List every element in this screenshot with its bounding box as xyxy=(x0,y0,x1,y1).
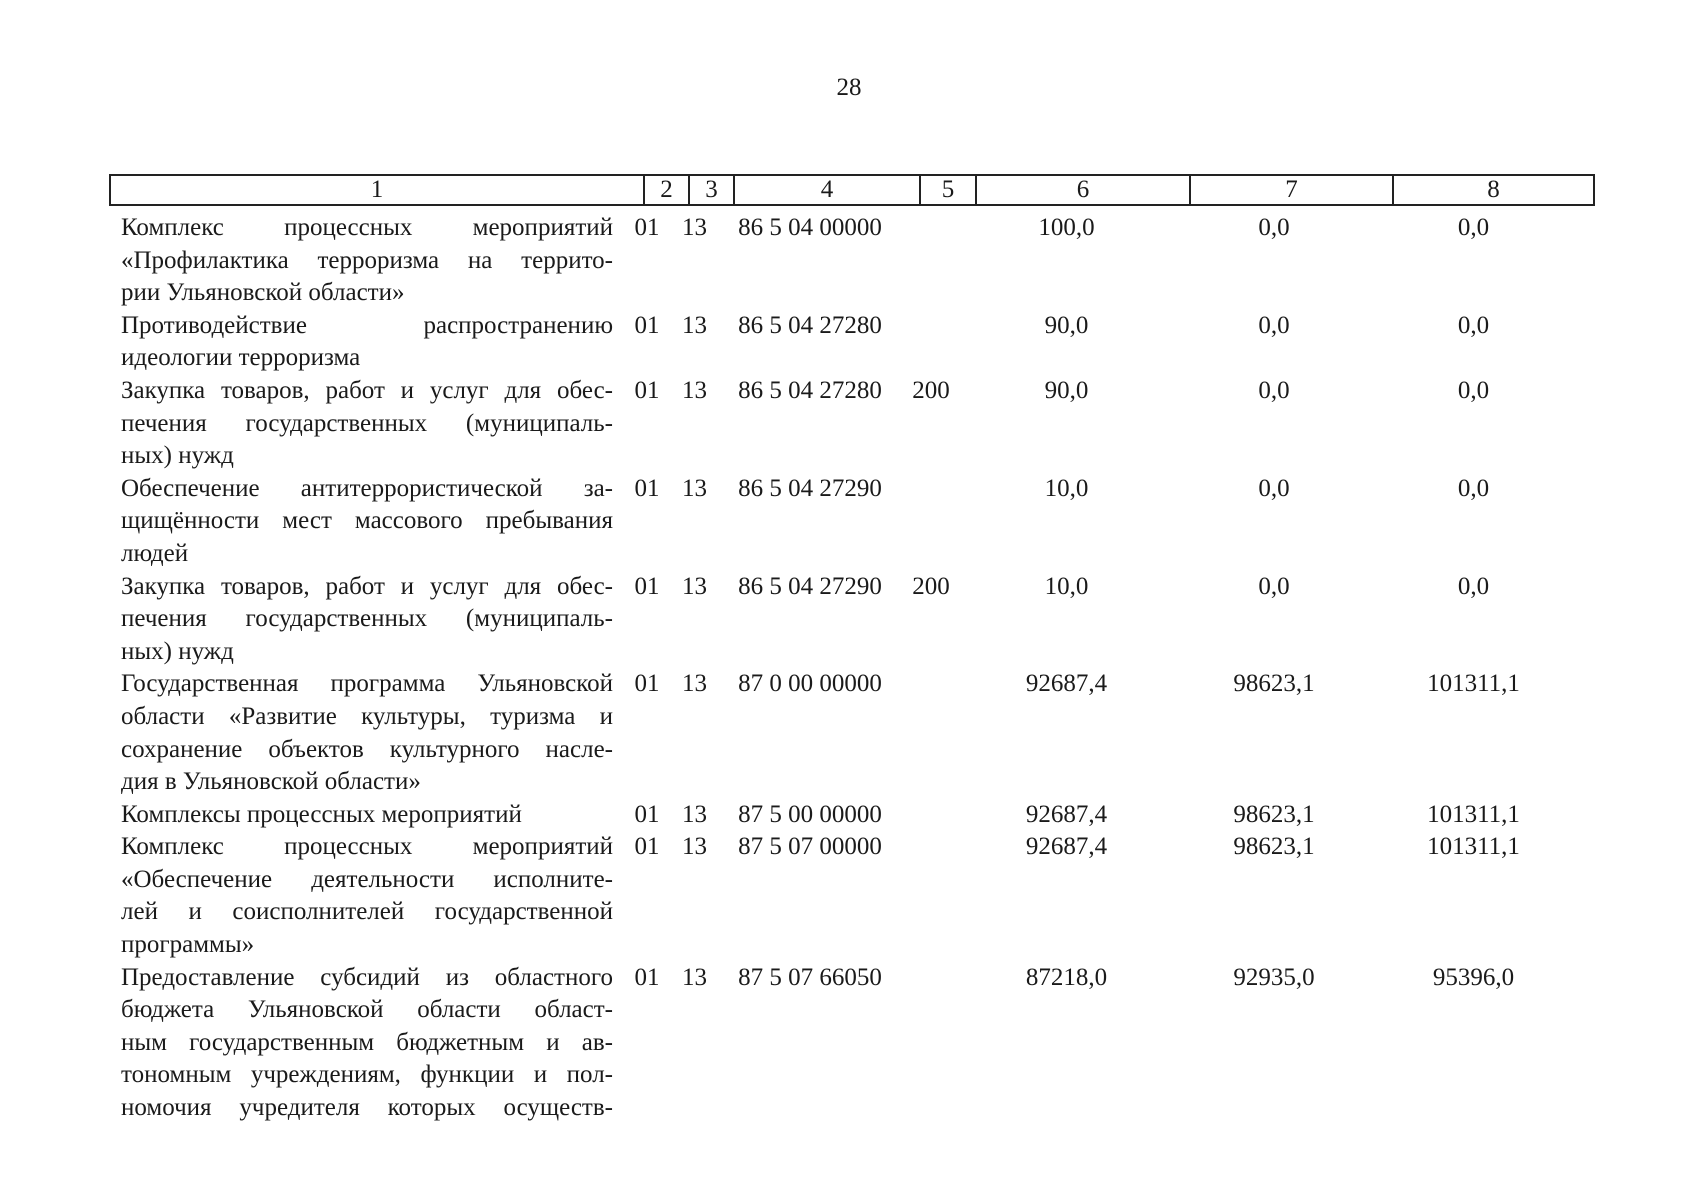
row-name-line: программы» xyxy=(121,931,255,959)
subsection-code: 13 xyxy=(682,474,707,502)
expense-type-code xyxy=(903,473,959,571)
header-cell: 1 xyxy=(110,175,644,205)
expense-type-code xyxy=(903,212,959,310)
row-name xyxy=(109,668,622,798)
section-code: 01 xyxy=(634,833,660,861)
subsection-code: 13 xyxy=(682,376,707,404)
section-code: 01 xyxy=(634,311,660,339)
target-article-code: 87 5 07 00000 xyxy=(738,833,882,861)
amount-col8: 0,0 xyxy=(1457,214,1490,241)
section-code: 01 xyxy=(634,963,660,991)
table-row xyxy=(109,473,1593,571)
expense-type-code: 200 xyxy=(912,376,950,404)
row-name-line: Закупка товаров, работ и услуг для обес- xyxy=(121,376,613,404)
amount-col8: 101311,1 xyxy=(1427,800,1520,828)
section-code: 01 xyxy=(634,800,660,828)
target-article-code: 87 5 00 00000 xyxy=(738,800,882,828)
row-name-line: ных) нужд xyxy=(121,637,234,665)
amount-col7: 0,0 xyxy=(1258,572,1290,600)
subsection-code: 13 xyxy=(682,670,707,698)
row-name-line: Государственная программа Ульяновской xyxy=(121,670,613,698)
amount-col8: 101311,1 xyxy=(1427,833,1520,861)
expense-type-code xyxy=(903,668,959,798)
subsection-code: 13 xyxy=(682,572,707,600)
subsection-code: 13 xyxy=(682,963,707,991)
row-name-line: сохранение объектов культурного насле- xyxy=(121,735,613,763)
section-code: 01 xyxy=(634,572,660,600)
expense-type-code: 200 xyxy=(912,572,950,600)
header-cell: 2 xyxy=(644,175,689,205)
amount-col7: 98623,1 xyxy=(1233,833,1315,861)
row-name xyxy=(109,831,622,961)
row-name-line: идеологии терроризма xyxy=(121,344,361,372)
row-name-line: бюджета Ульяновской области област- xyxy=(121,996,613,1024)
row-name-line: номочия учредителя которых осуществ- xyxy=(121,1094,613,1122)
target-article-code: 86 5 04 00000 xyxy=(738,214,882,241)
header-cell: 3 xyxy=(689,175,734,205)
target-article-code: 86 5 04 27290 xyxy=(738,474,882,502)
row-name-line: тономным учреждениям, функции и пол- xyxy=(121,1061,613,1089)
amount-col7: 98623,1 xyxy=(1233,800,1315,828)
expense-type-code xyxy=(903,831,959,961)
amount-col7: 0,0 xyxy=(1258,376,1290,404)
table-row xyxy=(109,668,1593,798)
amount-col6: 10,0 xyxy=(1044,572,1089,600)
row-name-line: печения государственных (муниципаль- xyxy=(121,605,613,633)
header-cell: 5 xyxy=(920,175,976,205)
row-name-line: Комплексы процессных мероприятий xyxy=(121,800,522,828)
amount-col8: 0,0 xyxy=(1457,376,1490,404)
header-cell: 7 xyxy=(1190,175,1393,205)
table-row xyxy=(109,831,1593,961)
amount-col8: 0,0 xyxy=(1457,572,1490,600)
amount-col6: 92687,4 xyxy=(1025,670,1108,698)
table-row xyxy=(109,375,1593,473)
row-name xyxy=(109,473,622,571)
row-name-line: Обеспечение антитеррористической за- xyxy=(121,474,613,502)
amount-col7: 0,0 xyxy=(1258,474,1290,502)
target-article-code: 87 0 00 00000 xyxy=(738,670,882,698)
row-name-line: печения государственных (муниципаль- xyxy=(121,409,613,437)
row-name xyxy=(109,571,622,669)
amount-col6: 100,0 xyxy=(1038,214,1095,241)
row-name-line: Предоставление субсидий из областного xyxy=(121,963,613,991)
target-article-code: 87 5 07 66050 xyxy=(738,963,882,991)
row-name xyxy=(109,310,622,375)
row-name xyxy=(109,375,622,473)
table-row xyxy=(109,962,1593,1125)
amount-col6: 90,0 xyxy=(1044,311,1089,339)
section-code: 01 xyxy=(634,670,660,698)
amount-col6: 92687,4 xyxy=(1025,833,1108,861)
row-name-line: «Обеспечение деятельности исполните- xyxy=(121,865,613,893)
table-body xyxy=(109,212,1593,1125)
header-cell: 8 xyxy=(1393,175,1594,205)
amount-col8: 101311,1 xyxy=(1427,670,1520,698)
table-row xyxy=(109,310,1593,375)
table-header xyxy=(109,174,1595,206)
row-name-line: Закупка товаров, работ и услуг для обес- xyxy=(121,572,613,600)
row-name-line: щищённости мест массового пребывания xyxy=(121,507,613,535)
amount-col7: 92935,0 xyxy=(1233,963,1315,991)
row-name xyxy=(109,212,622,310)
table-row xyxy=(109,799,1593,832)
amount-col6: 90,0 xyxy=(1044,376,1089,404)
amount-col7: 98623,1 xyxy=(1233,670,1315,698)
section-code: 01 xyxy=(634,376,660,404)
expense-type-code xyxy=(903,799,959,832)
page-number: 28 xyxy=(836,74,862,101)
row-name-line: ных) нужд xyxy=(121,442,234,470)
table-row xyxy=(109,212,1593,310)
row-name-line: лей и соисполнителей государственной xyxy=(121,898,613,926)
row-name-line: людей xyxy=(121,539,189,567)
row-name-line: Противодействие распространению xyxy=(121,311,613,339)
amount-col8: 0,0 xyxy=(1457,474,1490,502)
row-name xyxy=(109,799,622,832)
row-name-line: рии Ульяновской области» xyxy=(121,279,405,307)
expense-type-code xyxy=(903,310,959,375)
amount-col7: 0,0 xyxy=(1258,214,1290,241)
row-name-line: Комплекс процессных мероприятий xyxy=(121,214,613,241)
amount-col8: 0,0 xyxy=(1457,311,1490,339)
subsection-code: 13 xyxy=(682,214,707,241)
subsection-code: 13 xyxy=(682,311,707,339)
row-name-line: области «Развитие культуры, туризма и xyxy=(121,702,613,730)
target-article-code: 86 5 04 27290 xyxy=(738,572,882,600)
row-name-line: дия в Ульяновской области» xyxy=(121,768,421,796)
header-cell: 4 xyxy=(734,175,920,205)
target-article-code: 86 5 04 27280 xyxy=(738,376,882,404)
target-article-code: 86 5 04 27280 xyxy=(738,311,882,339)
amount-col6: 10,0 xyxy=(1044,474,1089,502)
amount-col6: 92687,4 xyxy=(1025,800,1108,828)
amount-col8: 95396,0 xyxy=(1432,963,1515,991)
section-code: 01 xyxy=(634,214,660,241)
amount-col6: 87218,0 xyxy=(1025,963,1108,991)
table-row xyxy=(109,571,1593,669)
section-code: 01 xyxy=(634,474,660,502)
row-name-line: Комплекс процессных мероприятий xyxy=(121,833,613,861)
amount-col7: 0,0 xyxy=(1258,311,1290,339)
subsection-code: 13 xyxy=(682,833,707,861)
expense-type-code xyxy=(903,962,959,1125)
row-name xyxy=(109,962,622,1125)
row-name-line: ным государственным бюджетным и ав- xyxy=(121,1028,613,1056)
header-cell: 6 xyxy=(976,175,1190,205)
row-name-line: «Профилактика терроризма на террито- xyxy=(121,246,613,274)
subsection-code: 13 xyxy=(682,800,707,828)
